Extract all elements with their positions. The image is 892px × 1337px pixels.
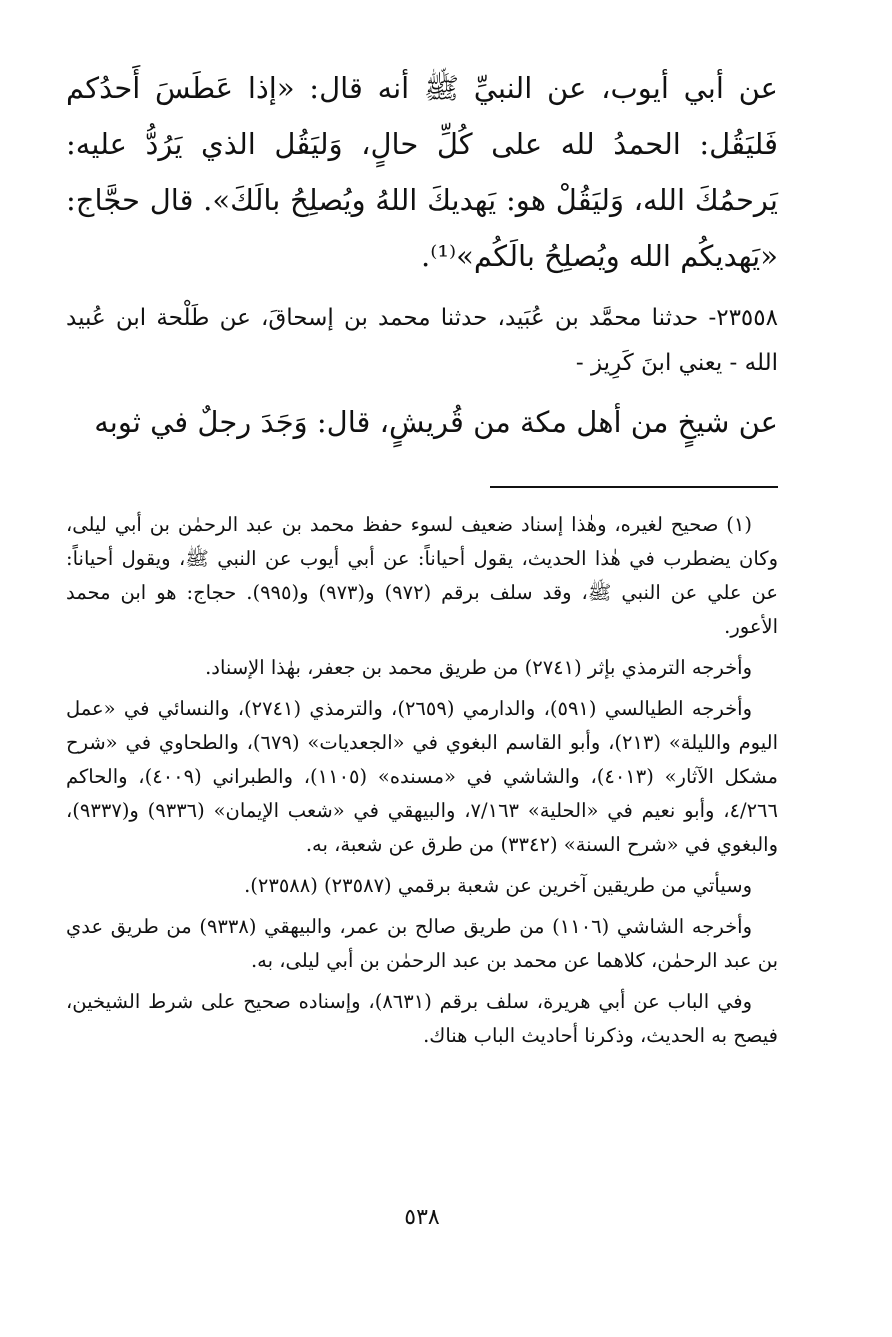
hadith-chain-of-narration: ٢٣٥٥٨- حدثنا محمَّد بن عُبَيد، حدثنا محمد بن إسحاقَ، عن طَلْحة ابن عُبيد الله - يعني ابنَ كَرِيز - <box>66 305 778 376</box>
footnote-paragraph: وأخرجه الترمذي بإثر (٢٧٤١) من طريق محمد بن جعفر، بهٰذا الإسناد. <box>205 656 752 679</box>
main-text <box>66 60 778 450</box>
footnote-paragraph: وأخرجه الطيالسي (٥٩١)، والدارمي (٢٦٥٩)، والترمذي (٢٧٤١)، والنسائي في «عمل اليوم والليلة» (٢١٣)، وأبو القاسم البغوي في «الجعديات» (٦٧٩)، والطحاوي في «شرح مشكل الآثار» (٤٠١٣)، والشاشي في «مسنده» (١١٠٥)، والطبراني (٤٠٠٩)، والحاكم ٤/٢٦٦، وأبو نعيم في «الحلية» ٧/١٦٣، والبيهقي في «شعب الإيمان» (٩٣٣٦) و(٩٣٣٧)، والبغوي في «شرح السنة» (٣٣٤٢) من طرق عن شعبة، به. <box>66 697 778 856</box>
hadith-text-paragraph-2: عن شيخٍ من أهل مكة من قُريشٍ، قال: وَجَدَ رجلٌ في ثوبه <box>94 405 778 439</box>
book-page <box>66 60 778 1230</box>
footnotes <box>66 508 778 1053</box>
footnote-paragraph: وأخرجه الشاشي (١١٠٦) من طريق صالح بن عمر، والبيهقي (٩٣٣٨) من طريق عدي بن عبد الرحمٰن، كلاهما عن محمد بن عبد الرحمٰن بن أبي ليلى، به. <box>66 915 778 972</box>
footnote-paragraph: وفي الباب عن أبي هريرة، سلف برقم (٨٦٣١)، وإسناده صحيح على شرط الشيخين، فيصح به الحديث، وذكرنا أحاديث الباب هناك. <box>66 990 778 1047</box>
page-number: ٥٣٨ <box>404 1205 440 1230</box>
hadith-text-paragraph: عن أبي أيوب، عن النبيِّ ﷺ أنه قال: «إذا عَطَسَ أَحدُكم فَليَقُل: الحمدُ لله على كُلِّ حالٍ، وَليَقُل الذي يَرُدُّ عليه: يَرحمُكَ الله، وَليَقُلْ هو: يَهديكَ اللهُ ويُصلِحُ بالَكَ». قال حجَّاج: «يَهديكُم الله ويُصلِحُ بالَكُم»⁽¹⁾. <box>66 71 778 273</box>
footnote-paragraph: وسيأتي من طريقين آخرين عن شعبة برقمي (٢٣٥٨٧) (٢٣٥٨٨). <box>244 874 752 897</box>
footnote-separator <box>490 486 778 488</box>
footnote-1: (١) صحيح لغيره، وهٰذا إسناد ضعيف لسوء حفظ محمد بن عبد الرحمٰن بن أبي ليلى، وكان يضطرب في هٰذا الحديث، يقول أحياناً: عن أبي أيوب عن النبي ﷺ، ويقول أحياناً: عن علي عن النبي ﷺ، وقد سلف برقم (٩٧٢) و(٩٧٣) و(٩٩٥). حجاج: هو ابن محمد الأعور. <box>66 513 778 638</box>
